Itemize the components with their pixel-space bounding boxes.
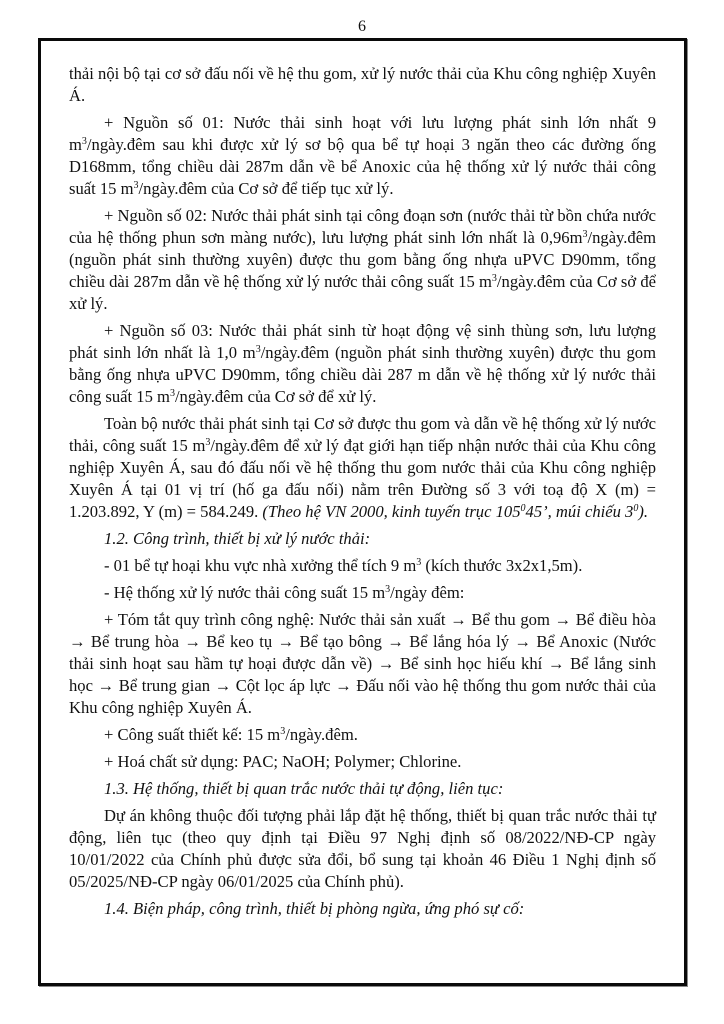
- paragraph-all-wastewater: [69, 413, 656, 523]
- paragraph-monitoring-exempt: [69, 805, 656, 893]
- superscript: 3: [205, 437, 211, 448]
- text-run: (kích thước 3x2x1,5m).: [421, 556, 583, 575]
- text-run: - Hệ thống xử lý nước thải công suất 15 m: [104, 583, 386, 602]
- paragraph-source-03: [69, 320, 656, 408]
- text-run: /ngày đêm:: [390, 583, 465, 602]
- paragraph-treatment-system: [69, 582, 656, 604]
- paragraph-septic-tank: [69, 555, 656, 577]
- paragraph-source-02: [69, 205, 656, 315]
- superscript: 3: [385, 584, 391, 595]
- superscript: 0: [633, 503, 639, 514]
- text-run: Toàn bộ nước thải phát sinh tại Cơ sở được thu gom và dẫn về hệ thống xử lý nước thải, công suất 15 m: [69, 414, 656, 455]
- text-run: + Nguồn số 03: Nước thải phát sinh từ hoạt động vệ sinh thùng sơn, lưu lượng phát sinh lớn nhất là 1,0 m: [69, 321, 656, 362]
- superscript: 3: [416, 557, 422, 568]
- superscript: 3: [280, 726, 286, 737]
- paragraph-design-capacity: [69, 724, 656, 746]
- text-run: /ngày.đêm (nguồn phát sinh thường xuyên) được thu gom bằng ống nhựa uPVC D90mm, tổng chiều dài 287m dẫn về hệ thống xử lý nước thải công suất 15 m: [69, 228, 656, 291]
- superscript: 3: [169, 388, 175, 399]
- text-run: 1.3. Hệ thống, thiết bị quan trắc nước thải tự động, liên tục:: [104, 779, 504, 798]
- paragraph-chemicals: [69, 751, 656, 773]
- text-run: + Công suất thiết kế: 15 m: [104, 725, 281, 744]
- text-run: + Hoá chất sử dụng: PAC; NaOH; Polymer; Chlorine.: [104, 752, 462, 771]
- superscript: 0: [520, 503, 526, 514]
- paragraph-source-01: [69, 112, 656, 200]
- superscript: 3: [133, 180, 139, 191]
- text-run: /ngày.đêm của Cơ sở để xử lý.: [174, 387, 377, 406]
- superscript: 3: [81, 136, 87, 147]
- text-run: thải nội bộ tại cơ sở đấu nối về hệ thu gom, xử lý nước thải của Khu công nghiệp Xuyên Á.: [69, 64, 656, 105]
- document-body: [69, 63, 656, 925]
- section-heading-heading-1-2: [69, 528, 656, 550]
- text-run: /ngày.đêm sau khi được xử lý sơ bộ qua bể tự hoại 3 ngăn theo các đường ống D168mm, tổng chiều dài 287m dẫn về bể Anoxic của hệ thống xử lý nước thải công suất 15 m: [69, 135, 656, 198]
- text-run: 1.2. Công trình, thiết bị xử lý nước thải:: [104, 529, 371, 548]
- section-heading-heading-1-3: [69, 778, 656, 800]
- text-run: + Tóm tắt quy trình công nghệ: Nước thải sản xuất → Bể thu gom → Bể điều hòa → Bể trung hòa → Bể keo tụ → Bể tạo bông → Bể lắng hóa lý → Bể Anoxic (Nước thải sinh hoạt sau hầm tự hoại được dẫn về) → Bể sinh học hiếu khí → Bể lắng sinh học → Bể trung gian → Cột lọc áp lực → Đấu nối vào hệ thống thu gom nước thải của Khu công nghiệp Xuyên Á.: [69, 610, 656, 717]
- superscript: 3: [255, 344, 261, 355]
- text-run: (Theo hệ VN 2000, kinh tuyến trục 105: [262, 502, 521, 521]
- superscript: 3: [491, 273, 497, 284]
- paragraph-continuation: [69, 63, 656, 107]
- text-run: /ngày.đêm.: [285, 725, 358, 744]
- text-run: ).: [638, 502, 649, 521]
- text-run: Dự án không thuộc đối tượng phải lắp đặt hệ thống, thiết bị quan trắc nước thải tự động, liên tục (theo quy định tại Điều 97 Nghị định số 08/2022/NĐ-CP ngày 10/01/2022 của Chính phủ được sửa đổi, bổ sung tại khoản 46 Điều 1 Nghị định số 05/2025/NĐ-CP ngày 06/01/2025 của Chính phủ).: [69, 806, 656, 891]
- text-run: + Nguồn số 01: Nước thải sinh hoạt với lưu lượng phát sinh lớn nhất 9 m: [69, 113, 656, 154]
- text-run: 45’, múi chiếu 3: [525, 502, 634, 521]
- text-run: 1.4. Biện pháp, công trình, thiết bị phòng ngừa, ứng phó sự cố:: [104, 899, 525, 918]
- text-run: - 01 bể tự hoại khu vực nhà xưởng thể tích 9 m: [104, 556, 417, 575]
- paragraph-process-summary: [69, 609, 656, 719]
- text-run: /ngày.đêm của Cơ sở để tiếp tục xử lý.: [138, 179, 394, 198]
- text-run: /ngày.đêm của Cơ sở để xử lý.: [69, 272, 656, 313]
- text-run: + Nguồn số 02: Nước thải phát sinh tại công đoạn sơn (nước thải từ bồn chứa nước của hệ thống phun sơn màng nước), lưu lượng phát sinh lớn nhất là 0,96m: [69, 206, 656, 247]
- text-run: /ngày.đêm để xử lý đạt giới hạn tiếp nhận nước thải của Khu công nghiệp Xuyên Á, sau đó đấu nối về hệ thống thu gom nước thải của Khu công nghiệp Xuyên Á tại 01 vị trí (hố ga đấu nối) nằm trên Đường số 3 với toạ độ X (m) = 1.203.892, Y (m) = 584.249.: [69, 436, 656, 521]
- superscript: 3: [582, 229, 588, 240]
- text-run: /ngày.đêm (nguồn phát sinh thường xuyên) được thu gom bằng ống nhựa uPVC D90mm, tổng chiều dài 287 m dẫn về hệ thống xử lý nước thải công suất 15 m: [69, 343, 657, 406]
- page-number: 6: [358, 18, 366, 35]
- section-heading-heading-1-4: [69, 898, 656, 920]
